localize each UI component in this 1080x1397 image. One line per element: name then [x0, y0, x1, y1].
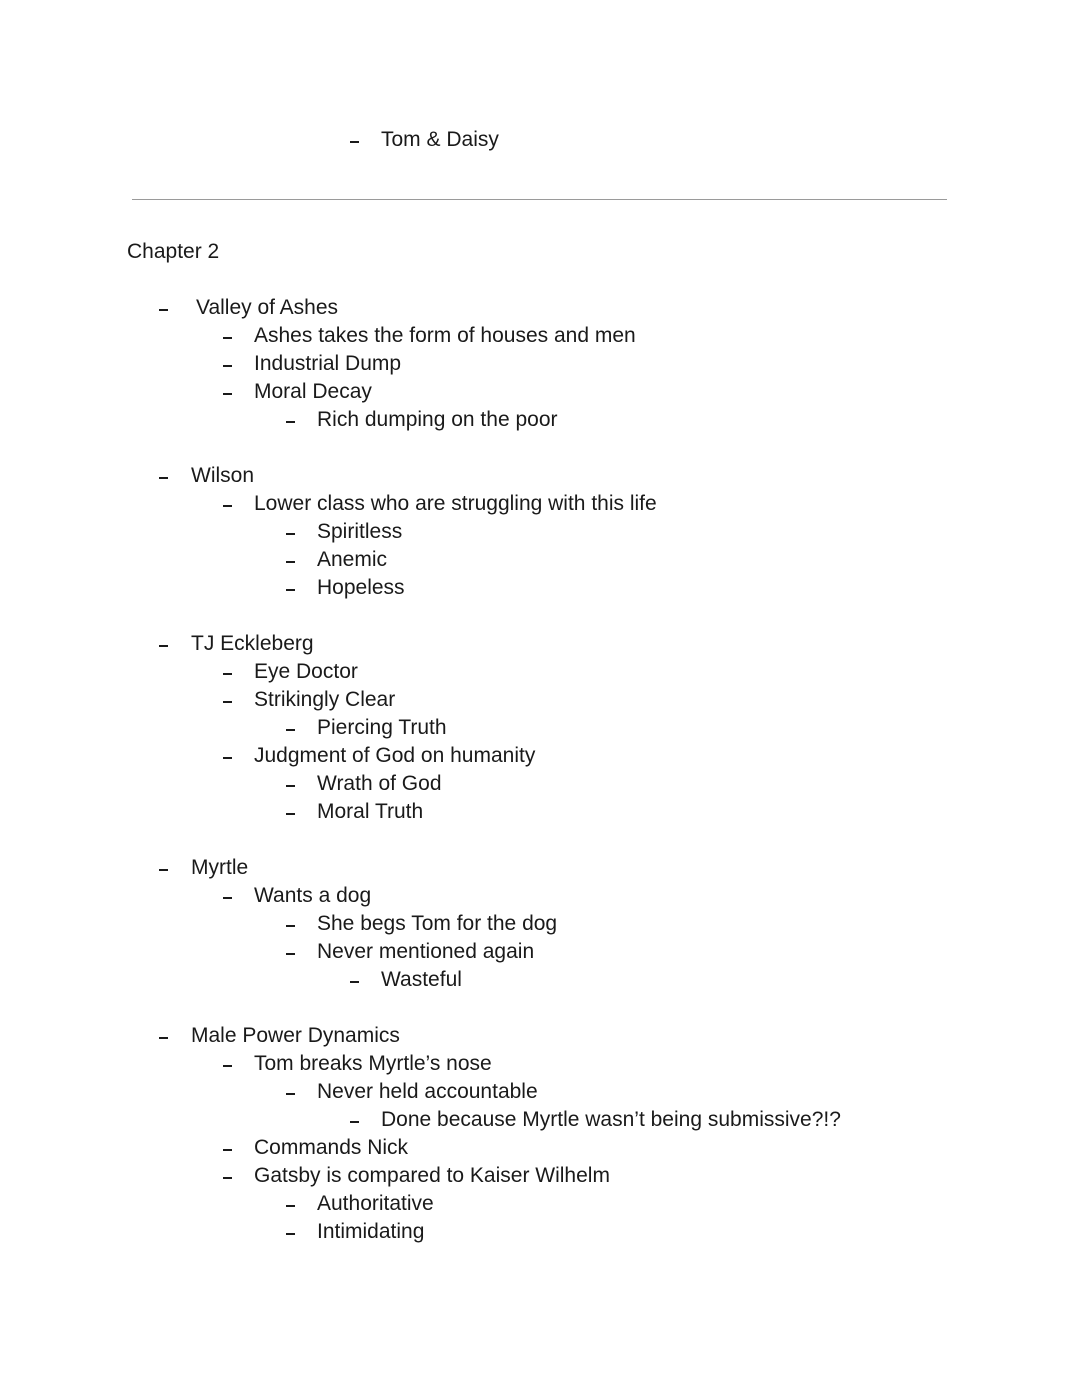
sub-item: Never held accountable	[317, 1080, 538, 1103]
sub-item: Spiritless	[317, 520, 403, 543]
section-title: Valley of Ashes	[196, 296, 339, 319]
section-title: Myrtle	[191, 856, 249, 879]
sub-item: Intimidating	[317, 1220, 425, 1243]
list-item: Judgment of God on humanity	[254, 744, 536, 767]
bullet-dash	[159, 477, 168, 479]
bullet-dash	[350, 1121, 359, 1123]
list-item: Tom breaks Myrtle’s nose	[254, 1052, 492, 1075]
bullet-dash	[223, 1149, 232, 1151]
bullet-dash	[223, 393, 232, 395]
sub-item: Anemic	[317, 548, 388, 571]
bullet-dash	[350, 981, 359, 983]
list-item: Eye Doctor	[254, 660, 358, 683]
bullet-dash	[223, 337, 232, 339]
bullet-dash	[223, 897, 232, 899]
bullet-dash	[223, 505, 232, 507]
bullet-dash	[159, 645, 168, 647]
bullet-dash	[286, 561, 295, 563]
list-item: Industrial Dump	[254, 352, 402, 375]
list-item: Lower class who are struggling with this life	[254, 492, 657, 515]
sub-item: Moral Truth	[317, 800, 424, 823]
bullet-dash	[286, 421, 295, 423]
bullet-dash	[286, 1093, 295, 1095]
sub-item: Authoritative	[317, 1192, 434, 1215]
bullet-dash	[286, 925, 295, 927]
top-item: Tom & Daisy	[381, 128, 499, 151]
list-item: Moral Decay	[254, 380, 372, 403]
list-item: Ashes takes the form of houses and men	[254, 324, 636, 347]
bullet-dash	[286, 589, 295, 591]
section-title: Wilson	[191, 464, 255, 487]
bullet-dash	[286, 1233, 295, 1235]
list-item: Commands Nick	[254, 1136, 409, 1159]
list-item: Gatsby is compared to Kaiser Wilhelm	[254, 1164, 610, 1187]
bullet-dash	[159, 869, 168, 871]
bullet-dash	[223, 757, 232, 759]
bullet-dash	[286, 953, 295, 955]
bullet-dash	[159, 1037, 168, 1039]
bullet-dash	[286, 785, 295, 787]
bullet-dash	[223, 365, 232, 367]
sub-sub-item: Done because Myrtle wasn’t being submissive?!?	[381, 1108, 841, 1131]
sub-item: Piercing Truth	[317, 716, 447, 739]
sub-item: Wrath of God	[317, 772, 442, 795]
section-title: TJ Eckleberg	[191, 632, 314, 655]
bullet-dash	[286, 729, 295, 731]
sub-item: Rich dumping on the poor	[317, 408, 558, 431]
sub-item: She begs Tom for the dog	[317, 912, 558, 935]
horizontal-divider	[132, 199, 947, 200]
bullet-dash	[223, 1177, 232, 1179]
sub-item: Never mentioned again	[317, 940, 535, 963]
bullet-dash	[286, 1205, 295, 1207]
bullet-dash	[159, 309, 168, 311]
section-title: Male Power Dynamics	[191, 1024, 400, 1047]
bullet-dash	[350, 141, 359, 143]
sub-sub-item: Wasteful	[381, 968, 462, 991]
bullet-dash	[286, 533, 295, 535]
chapter-heading: Chapter 2	[127, 240, 220, 263]
bullet-dash	[223, 701, 232, 703]
bullet-dash	[223, 673, 232, 675]
list-item: Strikingly Clear	[254, 688, 396, 711]
sub-item: Hopeless	[317, 576, 405, 599]
bullet-dash	[286, 813, 295, 815]
list-item: Wants a dog	[254, 884, 372, 907]
bullet-dash	[223, 1065, 232, 1067]
